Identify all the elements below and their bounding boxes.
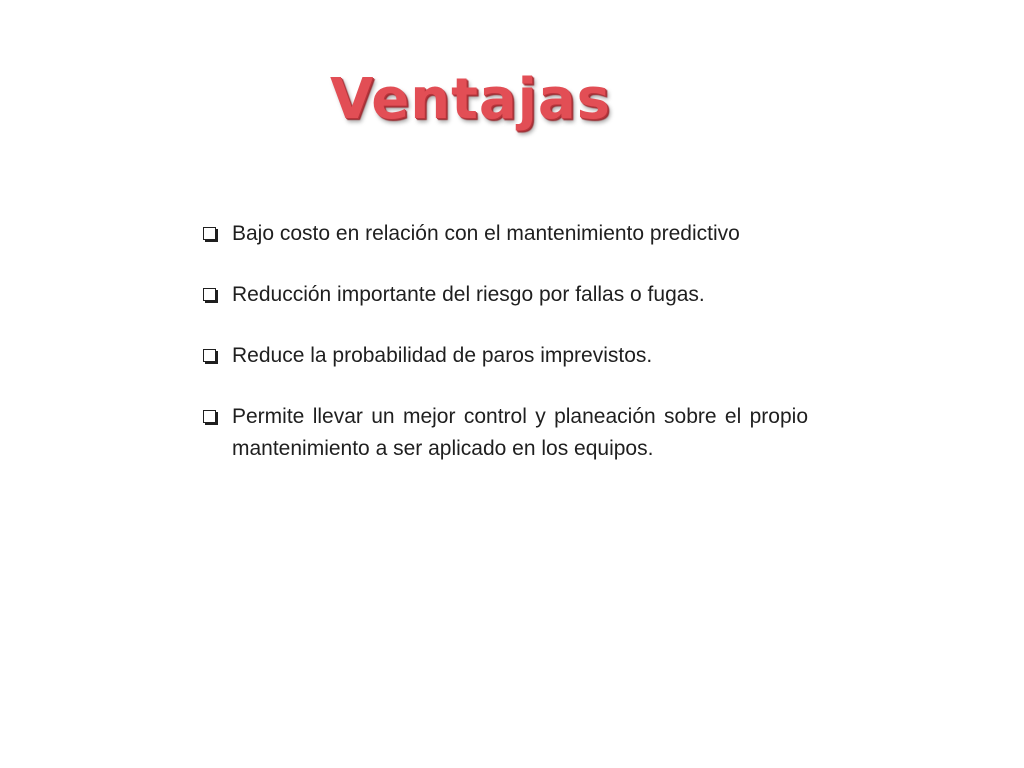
checkbox-square-icon xyxy=(203,410,216,423)
checkbox-square-icon xyxy=(203,349,216,362)
list-item-text: Bajo costo en relación con el mantenimiento predictivo xyxy=(232,222,740,245)
checkbox-square-icon xyxy=(203,288,216,301)
list-item-text: Permite llevar un mejor control y planeación sobre el propio mantenimiento a ser aplicado en los equipos. xyxy=(232,405,808,460)
checkbox-square-icon xyxy=(203,227,216,240)
bullet-list xyxy=(203,218,808,494)
list-item-text: Reduce la probabilidad de paros imprevistos. xyxy=(232,344,653,367)
list-item-text: Reducción importante del riesgo por fallas o fugas. xyxy=(232,283,705,306)
list-item xyxy=(203,401,808,465)
list-item xyxy=(203,340,808,372)
list-item xyxy=(203,218,808,250)
list-item xyxy=(203,279,808,311)
slide-title: Ventajas xyxy=(330,67,611,132)
